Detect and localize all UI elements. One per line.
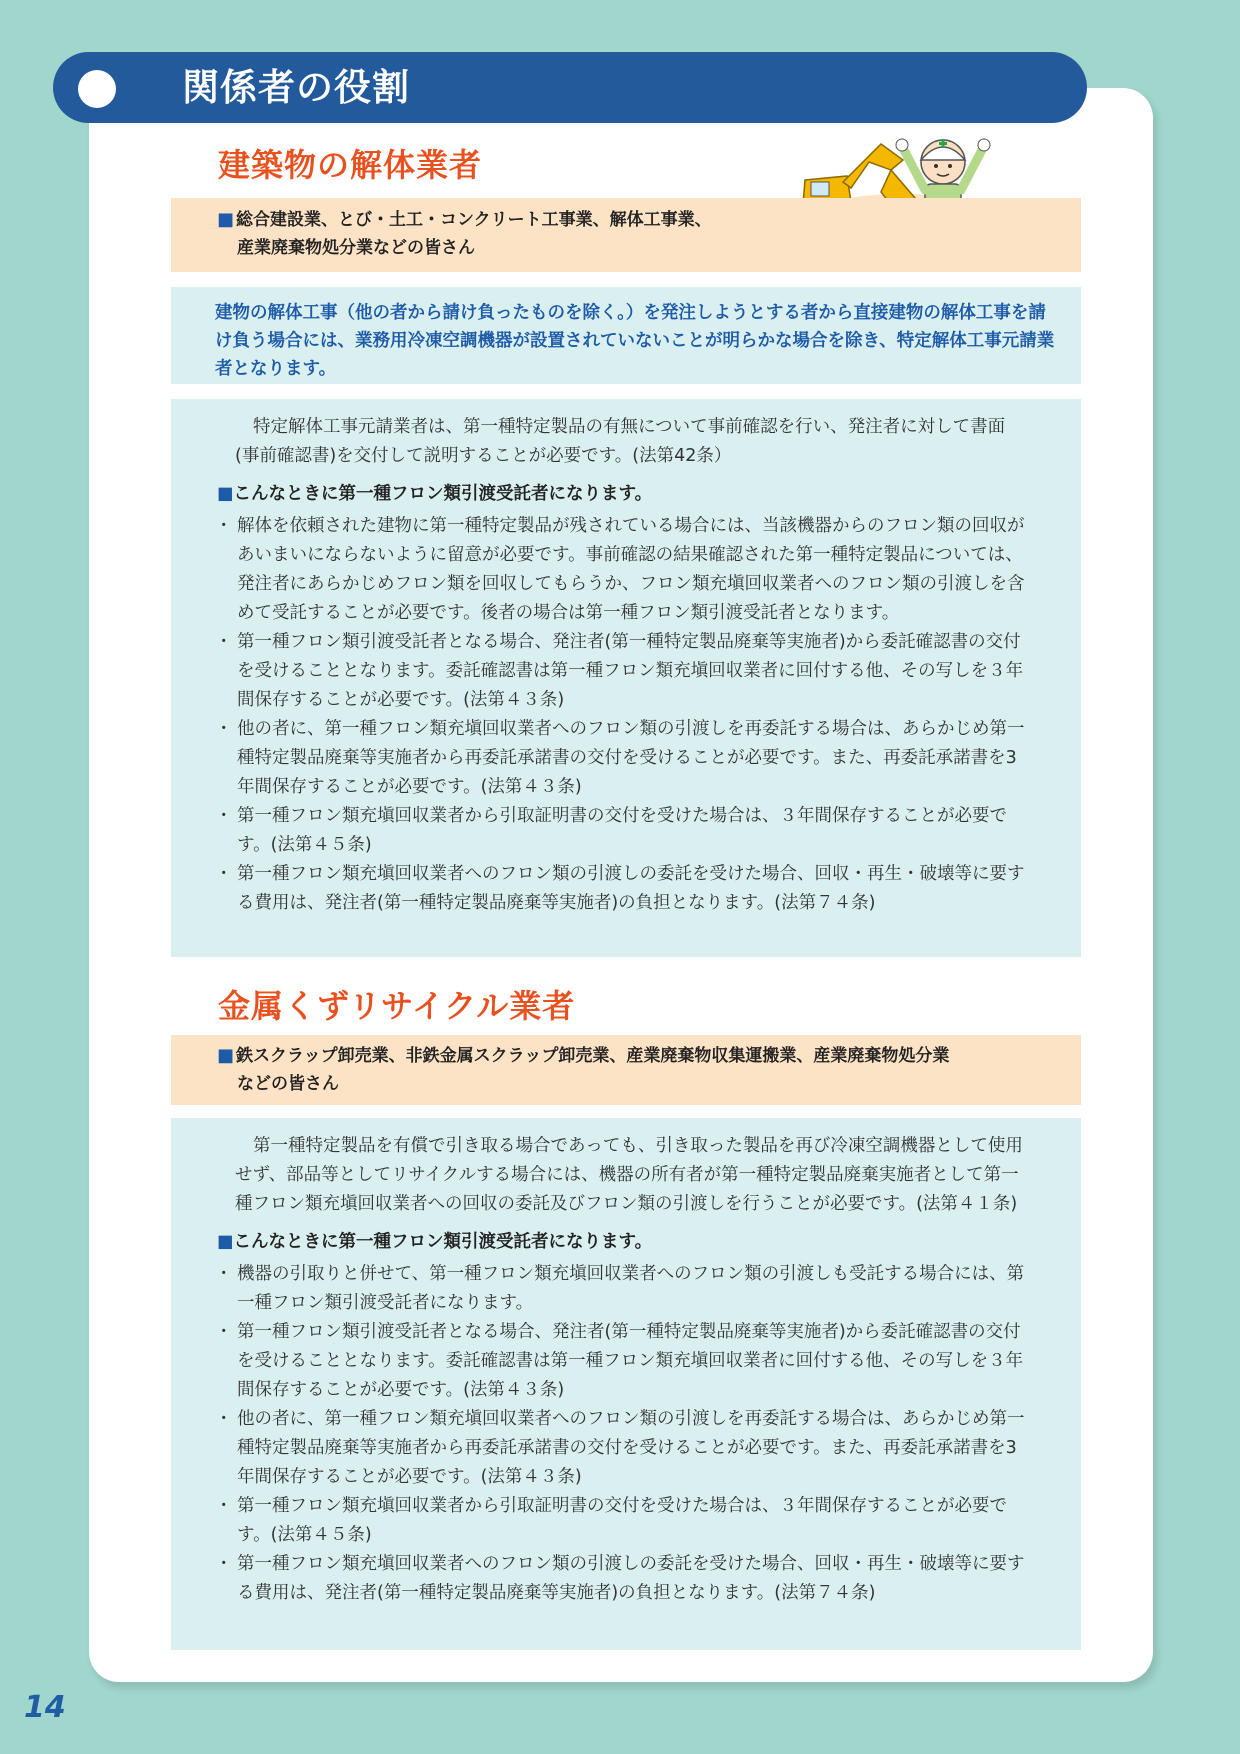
- list-item: ・ 第一種フロン類引渡受託者となる場合、発注者(第一種特定製品廃棄等実施者)から委託確認書の交付を受けることとなります。委託確認書は第一種フロン類充塡回収業者に回付する他、その写しを３年間保存することが必要です。(法第４３条): [217, 1318, 1026, 1405]
- list-item: ・ 他の者に、第一種フロン類充塡回収業者へのフロン類の引渡しを再委託する場合は、あらかじめ第一種特定製品廃棄等実施者から再委託承諾書の交付を受けることが必要です。また、再委託承諾書を3年間保存することが必要です。(法第４３条): [217, 715, 1026, 802]
- list-item: ・ 解体を依頼された建物に第一種特定製品が残されている場合には、当該機器からのフロン類の回収があいまいにならないように留意が必要です。事前確認の結果確認された第一種特定製品については、発注者にあらかじめフロン類を回収してもらうか、フロン類充塡回収業者へのフロン類の引渡しを含めて受託することが必要です。後者の場合は第一種フロン類引渡受託者となります。: [217, 512, 1026, 628]
- section2-intro: 第一種特定製品を有償で引き取る場合であっても、引き取った製品を再び冷凍空調機器として使用せず、部品等としてリサイクルする場合には、機器の所有者が第一種特定製品廃棄実施者として第一種フロン類充塡回収業者への回収の委託及びフロン類の引渡しを行うことが必要です。(法第４１条): [235, 1136, 1023, 1214]
- list-item: ・ 他の者に、第一種フロン類充塡回収業者へのフロン類の引渡しを再委託する場合は、あらかじめ第一種特定製品廃棄等実施者から再委託承諾書の交付を受けることが必要です。また、再委託承諾書を3年間保存することが必要です。(法第４３条): [217, 1405, 1026, 1492]
- list-item: ・ 第一種フロン類充塡回収業者へのフロン類の引渡しの委託を受けた場合、回収・再生・破壊等に要する費用は、発注者(第一種特定製品廃棄等実施者)の負担となります。(法第７４条): [217, 860, 1026, 918]
- list-item: ・ 第一種フロン類充塡回収業者から引取証明書の交付を受けた場合は、３年間保存することが必要です。(法第４５条): [217, 1492, 1026, 1550]
- section2-audience-line1: 鉄スクラップ卸売業、非鉄金属スクラップ卸売業、産業廃棄物収集運搬業、産業廃棄物処分業: [236, 1046, 950, 1066]
- square-bullet-icon: ■: [217, 209, 235, 230]
- section2-detail-box: [171, 1118, 1081, 1650]
- section1-bullet-list: [217, 512, 1026, 918]
- section1-subhead: ■こんなときに第一種フロン類引渡受託者になります。: [217, 484, 653, 504]
- list-item: ・ 第一種フロン類充塡回収業者へのフロン類の引渡しの委託を受けた場合、回収・再生・破壊等に要する費用は、発注者(第一種特定製品廃棄等実施者)の負担となります。(法第７４条): [217, 1550, 1026, 1608]
- section1-audience-line1: 総合建設業、とび・土工・コンクリート工事業、解体工事業、: [236, 210, 712, 230]
- section2-subhead: ■こんなときに第一種フロン類引渡受託者になります。: [217, 1232, 653, 1252]
- square-bullet-icon: ■: [217, 1045, 235, 1066]
- list-item: ・ 機器の引取りと併せて、第一種フロン類充塡回収業者へのフロン類の引渡しも受託する場合には、第一種フロン類引渡受託者になります。: [217, 1260, 1026, 1318]
- section1-definition: 建物の解体工事（他の者から請け負ったものを除く。）を発注しようとする者から直接建物の解体工事を請け負う場合には、業務用冷凍空調機器が設置されていないことが明らかな場合を除き、特定解体工事元請業者となります。: [215, 303, 1055, 379]
- section1-detail-box: [171, 399, 1081, 957]
- section1-intro: 特定解体工事元請業者は、第一種特定製品の有無について事前確認を行い、発注者に対して書面(事前確認書)を交付して説明することが必要です。(法第42条）: [235, 417, 1006, 466]
- page-number: 14: [24, 1690, 66, 1725]
- page-title: 関係者の役割: [182, 66, 410, 109]
- square-bullet-icon: ■: [217, 1232, 234, 1252]
- section2-title: 金属くずリサイクル業者: [218, 987, 576, 1025]
- list-item: ・ 第一種フロン類充塡回収業者から引取証明書の交付を受けた場合は、３年間保存することが必要です。(法第４５条): [217, 802, 1026, 860]
- list-item: ・ 第一種フロン類引渡受託者となる場合、発注者(第一種特定製品廃棄等実施者)から委託確認書の交付を受けることとなります。委託確認書は第一種フロン類充塡回収業者に回付する他、その写しを３年間保存することが必要です。(法第４３条): [217, 628, 1026, 715]
- section1-definition-box: [171, 287, 1081, 384]
- section1-title: 建築物の解体業者: [218, 146, 483, 184]
- square-bullet-icon: ■: [217, 484, 234, 504]
- section2-audience-line2: などの皆さん: [237, 1074, 339, 1094]
- section2-bullet-list: [217, 1260, 1026, 1608]
- section2-audience-box: [171, 1035, 1081, 1105]
- section1-audience-box: [171, 198, 1081, 272]
- section1-audience-line2: 産業廃棄物処分業などの皆さん: [237, 238, 475, 258]
- header-bullet-dot: [78, 70, 116, 108]
